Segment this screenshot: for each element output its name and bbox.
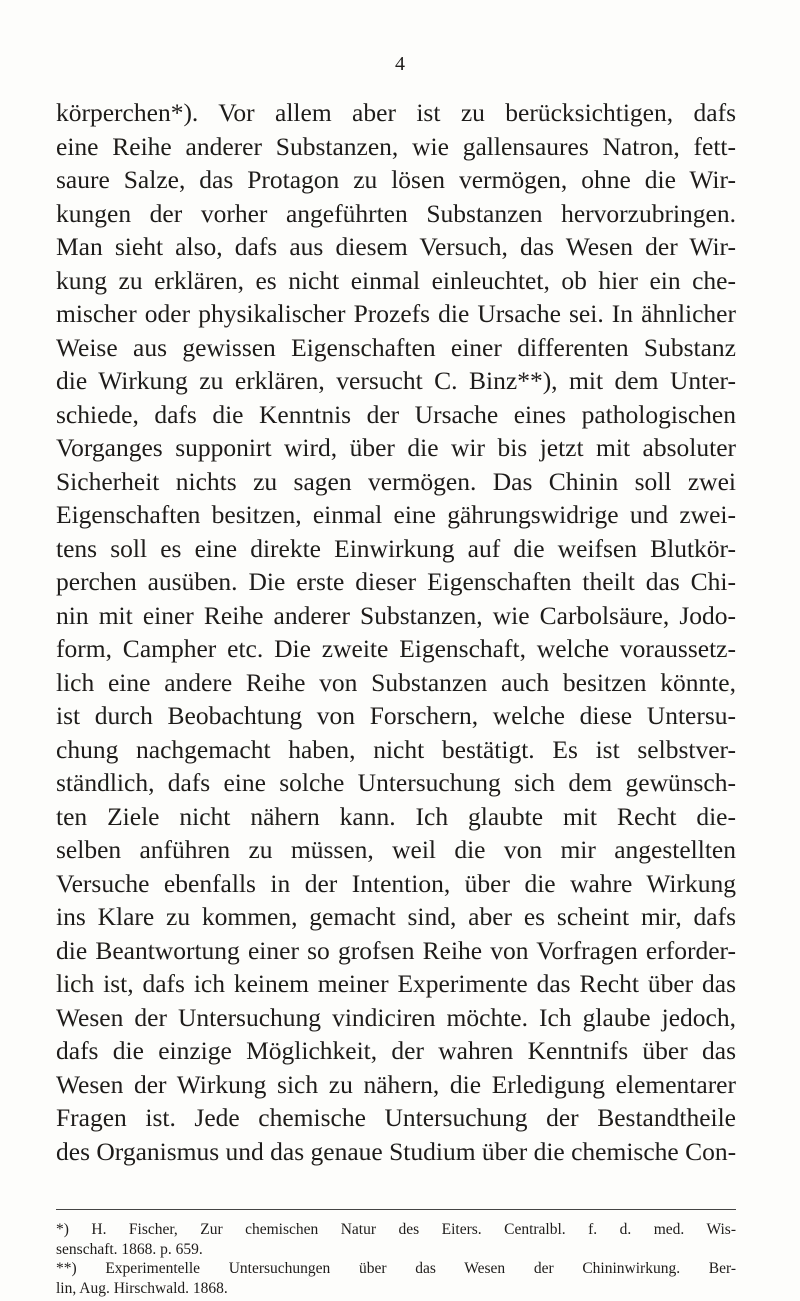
body-line: Wesen der Untersuchung vindiciren möchte. Ich glaube jedoch,	[56, 1002, 736, 1032]
footnote-divider	[56, 1209, 736, 1210]
body-line: schiede, dafs die Kenntnis der Ursache eines pathologischen	[56, 399, 736, 429]
body-line: ins Klare zu kommen, gemacht sind, aber es scheint mir, dafs	[56, 902, 736, 931]
footnote-line: senschaft. 1868. p. 659.	[56, 1240, 203, 1258]
body-line: ständlich, dafs eine solche Untersuchung sich dem gewünsch-	[56, 768, 736, 797]
body-line: körperchen*). Vor allem aber ist zu berücksichtigen, dafs	[56, 98, 736, 127]
body-line: Weise aus gewissen Eigenschaften einer differenten Substanz	[56, 332, 736, 362]
footnote-line: lin, Aug. Hirschwald. 1868.	[56, 1279, 228, 1297]
body-line: Man sieht also, dafs aus diesem Versuch, das Wesen der Wir-	[56, 232, 736, 261]
footnote-line: **) Experimentelle Untersuchungen über das Wesen der Chininwirkung. Ber-	[56, 1260, 736, 1277]
body-line: die Beantwortung einer so grofsen Reihe von Vorfragen erforder-	[56, 935, 736, 965]
body-line: perchen ausüben. Die erste dieser Eigenschaften theilt das Chi-	[56, 567, 736, 596]
body-line: kung zu erklären, es nicht einmal einleuchtet, ob hier ein che-	[56, 265, 736, 295]
footnotes	[56, 1220, 736, 1298]
body-line: nin mit einer Reihe anderer Substanzen, wie Carbolsäure, Jodo-	[56, 600, 736, 630]
body-line: kungen der vorher angeführten Substanzen hervorzubringen.	[56, 198, 736, 228]
body-line: die Wirkung zu erklären, versucht C. Binz**), mit dem Unter-	[56, 366, 736, 395]
body-line: lich ist, dafs ich keinem meiner Experimente das Recht über das	[56, 969, 736, 998]
body-line: ist durch Beobachtung von Forschern, welche diese Untersu-	[56, 701, 736, 730]
body-line: Vorganges supponirt wird, über die wir bis jetzt mit absoluter	[56, 433, 736, 462]
body-line: dafs die einzige Möglichkeit, der wahren Kenntnifs über das	[56, 1036, 736, 1065]
body-text	[56, 96, 736, 1168]
body-line: mischer oder physikalischer Prozefs die Ursache sei. In ähnlicher	[56, 299, 736, 328]
body-line: tens soll es eine direkte Einwirkung auf die weifsen Blutkör-	[56, 533, 736, 563]
body-line: chung nachgemacht haben, nicht bestätigt. Es ist selbstver-	[56, 734, 736, 764]
body-line: ten Ziele nicht nähern kann. Ich glaubte mit Recht die-	[56, 801, 736, 831]
body-line: selben anführen zu müssen, weil die von mir angestellten	[56, 835, 736, 864]
body-line: Fragen ist. Jede chemische Untersuchung der Bestandtheile	[56, 1103, 736, 1132]
body-line: Wesen der Wirkung sich zu nähern, die Erledigung elementarer	[56, 1069, 736, 1099]
body-line: des Organismus und das genaue Studium über die chemische Con-	[56, 1136, 737, 1166]
body-line: form, Campher etc. Die zweite Eigenschaft, welche voraussetz-	[56, 634, 736, 663]
body-line: Sicherheit nichts zu sagen vermögen. Das Chinin soll zwei	[56, 466, 736, 496]
page-number: 4	[395, 53, 405, 75]
footnote-line: *) H. Fischer, Zur chemischen Natur des Eiters. Centralbl. f. d. med. Wis-	[56, 1221, 736, 1238]
body-line: saure Salze, das Protagon zu lösen vermögen, ohne die Wir-	[56, 165, 736, 194]
body-line: lich eine andere Reihe von Substanzen auch besitzen könnte,	[56, 667, 736, 697]
body-line: eine Reihe anderer Substanzen, wie gallensaures Natron, fett-	[56, 131, 736, 161]
body-line: Versuche ebenfalls in der Intention, über die wahre Wirkung	[56, 868, 736, 898]
body-line: Eigenschaften besitzen, einmal eine gährungswidrige und zwei-	[56, 500, 736, 529]
